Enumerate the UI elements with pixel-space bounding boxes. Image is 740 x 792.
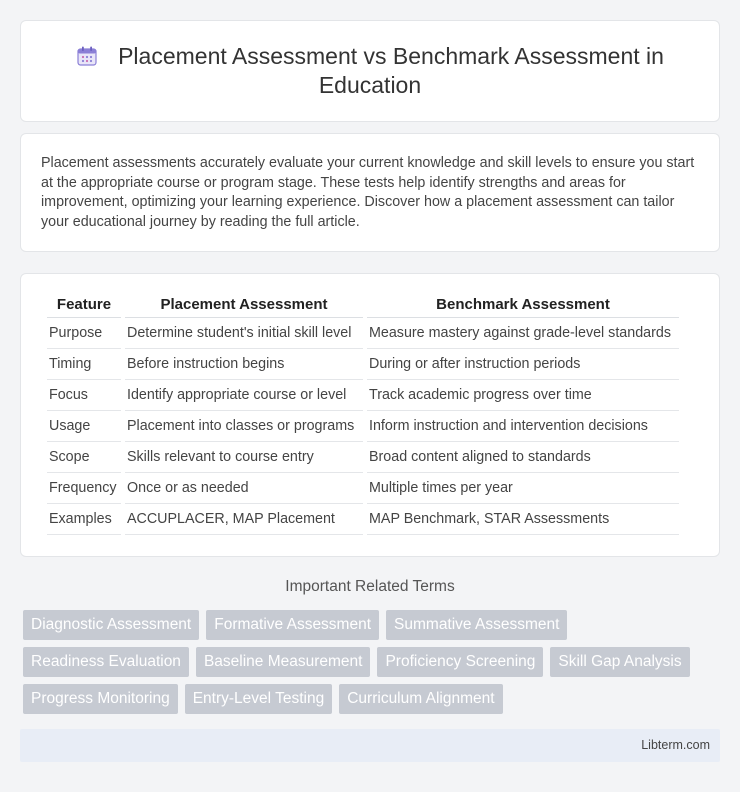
- intro-text: Placement assessments accurately evaluate your current knowledge and skill levels to ensure you start at the appropriate course or program stage. These tests help identify strengths and areas for improvement, optimizing your learning experience. Discover how a placement assessment can tailor your educational journey by reading the full article.: [41, 155, 695, 231]
- row-feature: Focus: [47, 380, 121, 411]
- related-term-tag[interactable]: Skill Gap Analysis: [550, 647, 689, 677]
- related-term-tag[interactable]: Summative Assessment: [386, 610, 567, 640]
- comparison-table: [43, 294, 683, 535]
- table-row: [47, 473, 679, 504]
- related-term-tag[interactable]: Diagnostic Assessment: [23, 610, 199, 640]
- table-row: [47, 318, 679, 349]
- table-row: [47, 349, 679, 380]
- row-feature: Usage: [47, 411, 121, 442]
- header-feature: Feature: [47, 294, 121, 318]
- row-placement: Before instruction begins: [125, 349, 363, 380]
- related-terms-list: [20, 610, 720, 714]
- related-term-tag[interactable]: Baseline Measurement: [196, 647, 371, 677]
- related-term-tag[interactable]: Progress Monitoring: [23, 684, 178, 714]
- related-term-tag[interactable]: Formative Assessment: [206, 610, 379, 640]
- row-placement: Identify appropriate course or level: [125, 380, 363, 411]
- header-benchmark: Benchmark Assessment: [367, 294, 679, 318]
- row-feature: Examples: [47, 504, 121, 535]
- row-feature: Purpose: [47, 318, 121, 349]
- related-term-tag[interactable]: Readiness Evaluation: [23, 647, 189, 677]
- row-placement: Determine student's initial skill level: [125, 318, 363, 349]
- row-benchmark: Multiple times per year: [367, 473, 679, 504]
- row-benchmark: During or after instruction periods: [367, 349, 679, 380]
- row-placement: ACCUPLACER, MAP Placement: [125, 504, 363, 535]
- related-term-tag[interactable]: Entry-Level Testing: [185, 684, 333, 714]
- row-benchmark: Track academic progress over time: [367, 380, 679, 411]
- row-feature: Scope: [47, 442, 121, 473]
- calendar-icon: [76, 45, 98, 67]
- intro-card: [20, 133, 720, 252]
- row-placement: Skills relevant to course entry: [125, 442, 363, 473]
- page-title-wrap: [51, 42, 689, 100]
- table-row: [47, 504, 679, 535]
- row-benchmark: Broad content aligned to standards: [367, 442, 679, 473]
- row-placement: Placement into classes or programs: [125, 411, 363, 442]
- table-header-row: [47, 294, 679, 318]
- related-term-tag[interactable]: Proficiency Screening: [377, 647, 543, 677]
- page-title: Placement Assessment vs Benchmark Assessment in Education: [118, 43, 664, 98]
- row-benchmark: Inform instruction and intervention decisions: [367, 411, 679, 442]
- table-row: [47, 411, 679, 442]
- related-term-tag[interactable]: Curriculum Alignment: [339, 684, 502, 714]
- comparison-card: [20, 273, 720, 557]
- row-feature: Frequency: [47, 473, 121, 504]
- title-card: [20, 20, 720, 122]
- related-terms-title: Important Related Terms: [285, 578, 455, 595]
- table-row: [47, 380, 679, 411]
- row-feature: Timing: [47, 349, 121, 380]
- footer-site-link[interactable]: Libterm.com: [641, 738, 710, 752]
- row-benchmark: MAP Benchmark, STAR Assessments: [367, 504, 679, 535]
- table-row: [47, 442, 679, 473]
- footer: [20, 729, 720, 762]
- row-benchmark: Measure mastery against grade-level standards: [367, 318, 679, 349]
- row-placement: Once or as needed: [125, 473, 363, 504]
- header-placement: Placement Assessment: [125, 294, 363, 318]
